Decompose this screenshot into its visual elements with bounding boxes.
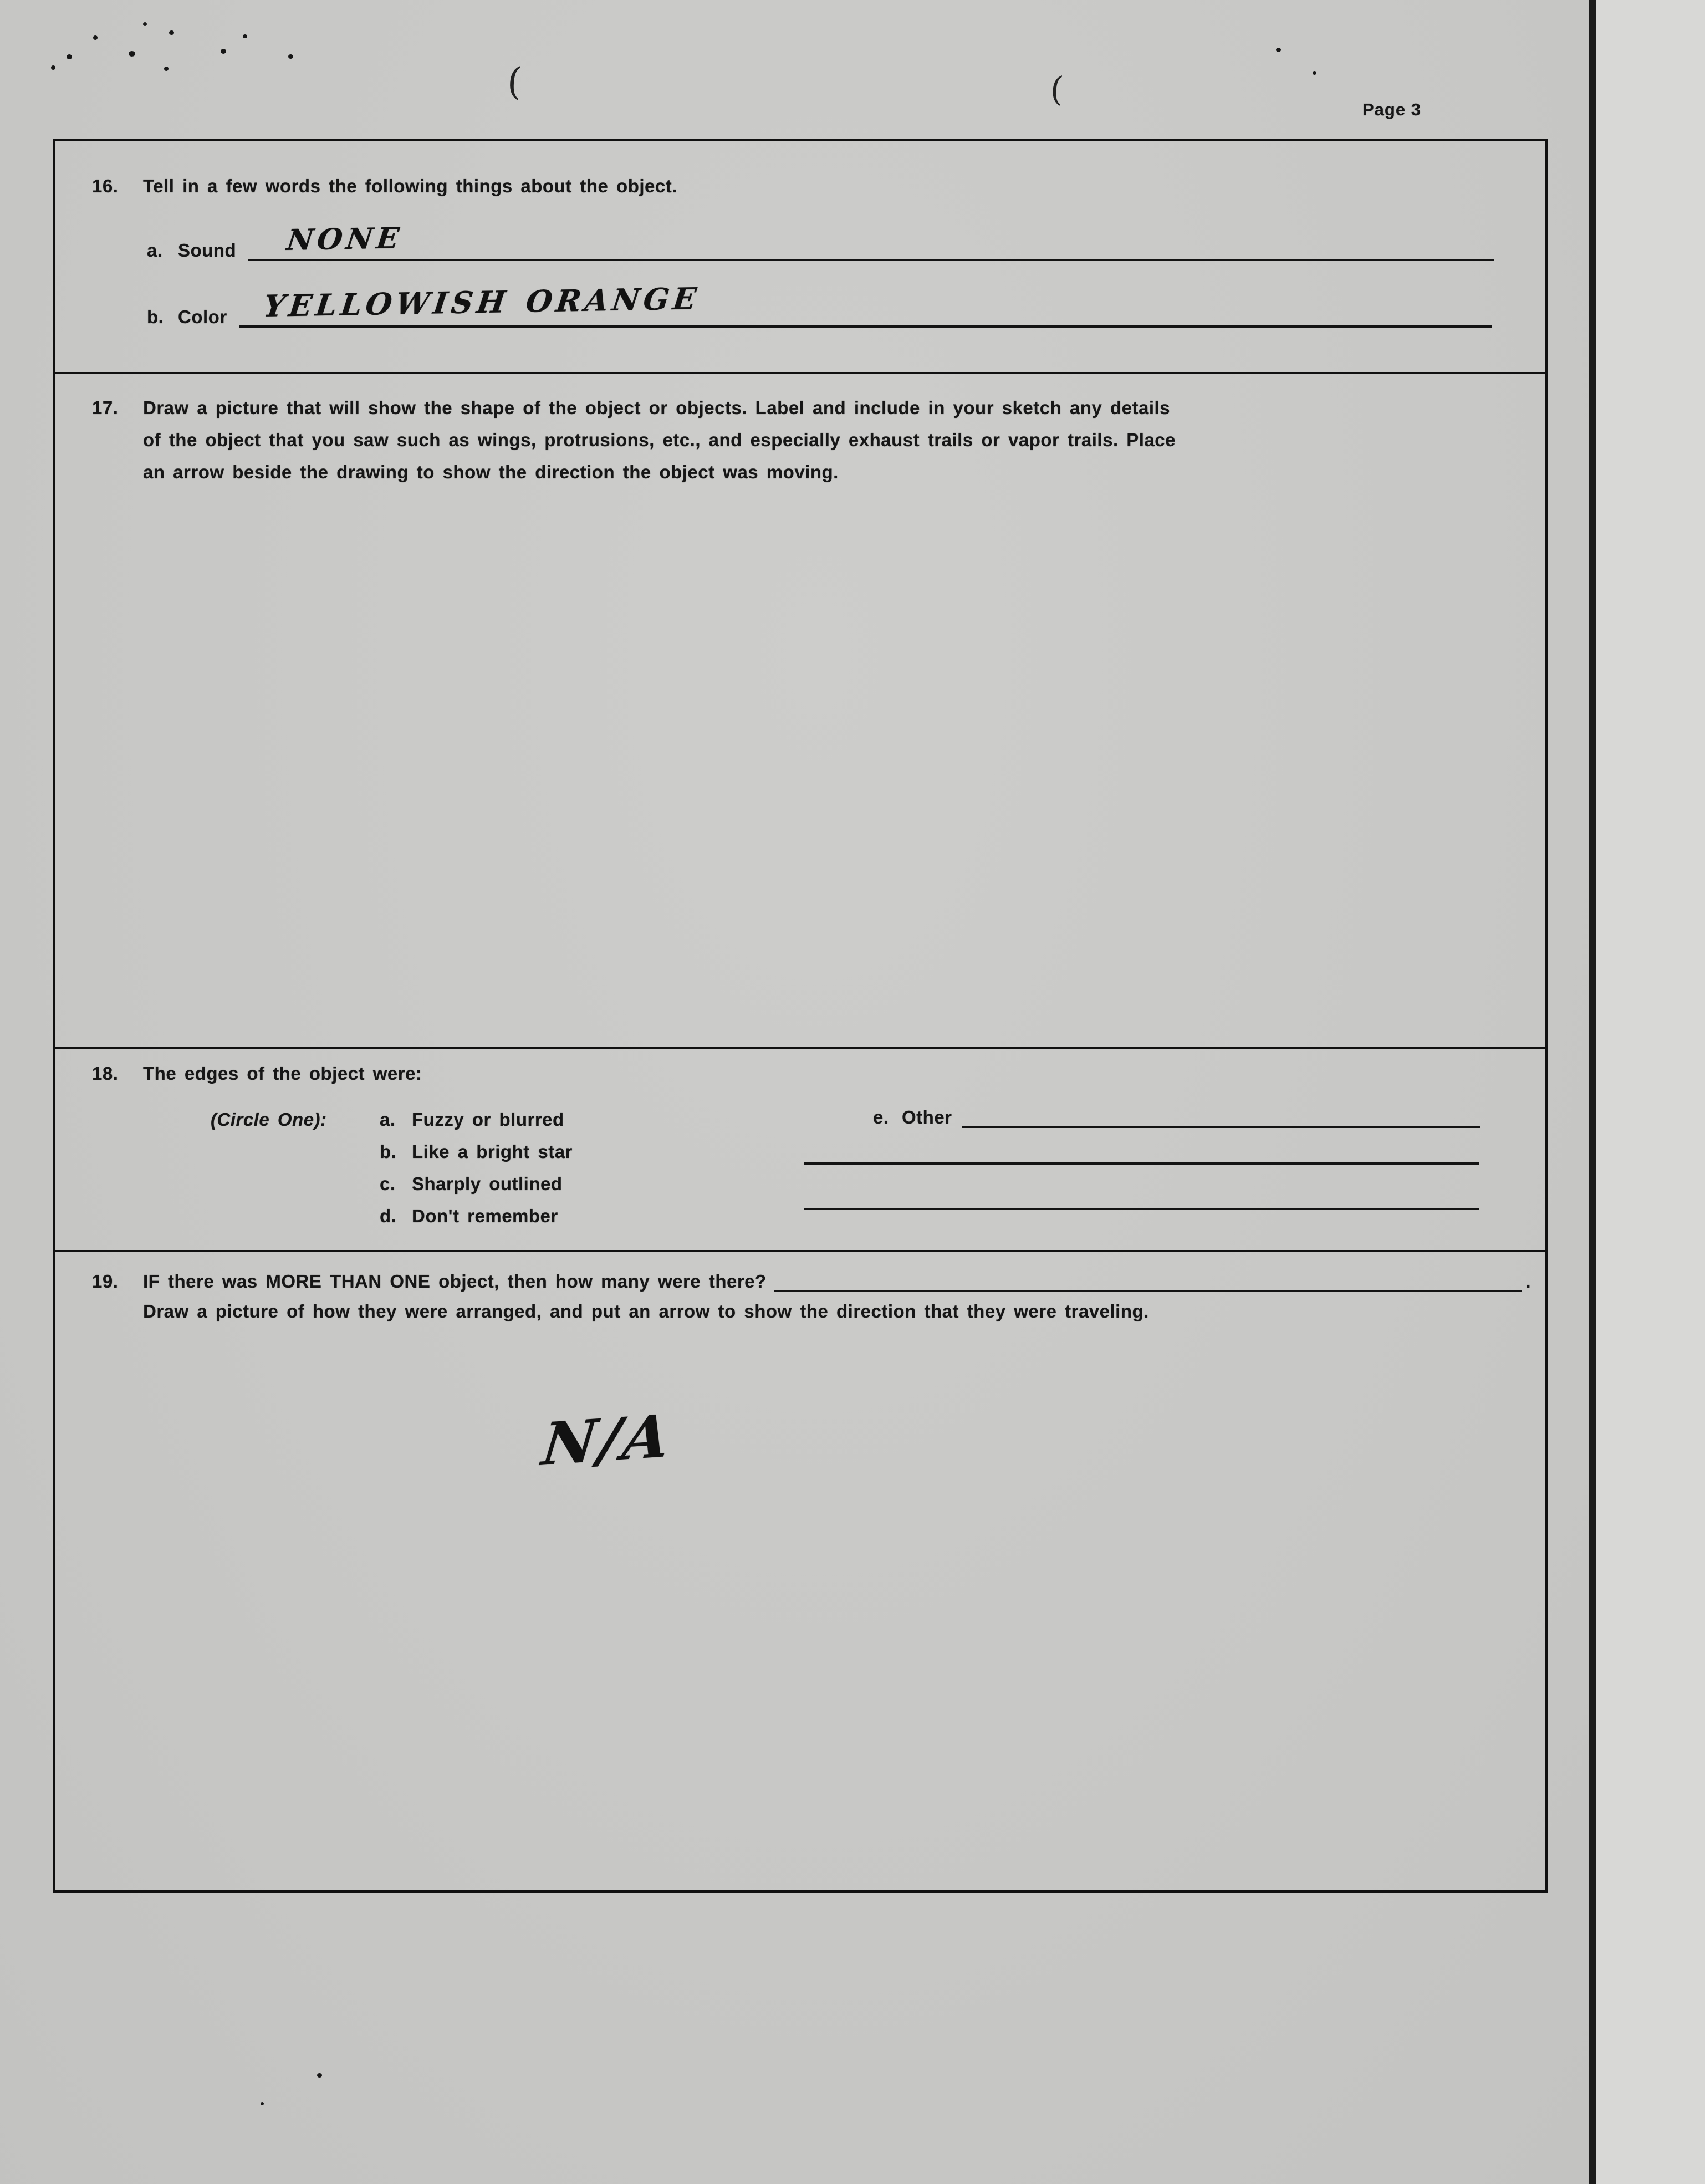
scan-speck [1276, 48, 1281, 52]
scan-speck [317, 2073, 322, 2078]
scan-speck [164, 67, 169, 71]
circle-one-label: (Circle One): [211, 1109, 327, 1130]
pen-mark-right: ( [1049, 69, 1065, 109]
scan-speck [288, 54, 293, 59]
scan-speck [93, 35, 98, 40]
q18-other-blank-line-2 [804, 1162, 1479, 1165]
q18-option-d-letter: d. [380, 1206, 397, 1226]
q18-option-a [380, 1104, 573, 1136]
q18-other-blank-line-3 [804, 1208, 1479, 1210]
section-divider [55, 1250, 1545, 1252]
q19-count-answer-line [774, 1268, 1523, 1292]
q19-prompt-line2: Draw a picture of how they were arranged, and put an arrow to show the direction that they were traveling. [143, 1301, 1149, 1321]
scan-speck [143, 22, 147, 26]
q18-option-a-letter: a. [380, 1109, 396, 1130]
q16-prompt-row [92, 176, 1529, 197]
scan-speck [261, 2102, 264, 2105]
scan-speck [51, 65, 55, 70]
scan-speck [129, 51, 135, 57]
q18-other-letter: e. [873, 1107, 889, 1127]
q16-color-answer-line [239, 280, 1492, 328]
q16-field-sound [147, 221, 1494, 261]
handwritten-sound-answer: NONE [285, 221, 405, 257]
q18-other-label: Other [902, 1107, 952, 1127]
section-divider [55, 372, 1545, 374]
q18-prompt: The edges of the object were: [143, 1063, 422, 1084]
q17-drawing-area [61, 496, 1535, 1039]
q18-option-d [380, 1200, 573, 1232]
q18-option-b-letter: b. [380, 1141, 397, 1162]
q18-options [380, 1104, 573, 1232]
section-divider [55, 1047, 1545, 1049]
q16-color-label: Color [178, 307, 227, 327]
scan-speck [1313, 71, 1316, 75]
q17-prompt-line1: Draw a picture that will show the shape of the object or objects. Label and include in your sketch any details [143, 397, 1171, 418]
q18-option-b [380, 1136, 573, 1168]
scan-speck [169, 30, 174, 35]
q19-trailing-period: . [1525, 1271, 1531, 1292]
q18-number: 18. [92, 1063, 119, 1084]
q18-option-b-label: Like a bright star [412, 1141, 573, 1162]
q18-other-answer-line [962, 1104, 1480, 1128]
q18-option-a-label: Fuzzy or blurred [412, 1109, 564, 1130]
scan-speck [221, 49, 226, 54]
page-edge-strip [1596, 0, 1705, 2184]
q16-color-letter: b. [147, 307, 164, 327]
q16-sound-answer-line [248, 221, 1494, 261]
form-box [53, 139, 1548, 1893]
scan-speck [243, 34, 247, 38]
q19-number: 19. [92, 1271, 119, 1292]
q17-prompt-block [92, 392, 1562, 488]
q18-prompt-row [92, 1063, 1473, 1084]
q19-prompt-line1: IF there was MORE THAN ONE object, then how many were there? [143, 1271, 767, 1292]
q16-number: 16. [92, 176, 119, 196]
q16-sound-letter: a. [147, 240, 163, 261]
q19-prompt-row [92, 1268, 1531, 1292]
q16-field-color [147, 280, 1492, 328]
q18-option-c-letter: c. [380, 1173, 396, 1194]
q18-option-c-label: Sharply outlined [412, 1173, 563, 1194]
handwritten-na-answer: N/A [539, 1401, 675, 1479]
pen-mark-left: ( [506, 59, 524, 104]
q17-prompt-line3: an arrow beside the drawing to show the direction the object was moving. [143, 462, 839, 482]
q18-option-d-label: Don't remember [412, 1206, 558, 1226]
page-number: Page 3 [1362, 100, 1421, 119]
q18-option-c-circled [380, 1168, 573, 1200]
q17-prompt-line2: of the object that you saw such as wings, protrusions, etc., and especially exhaust trails or vapor trails. Place [143, 430, 1176, 450]
q17-number: 17. [92, 397, 119, 418]
q16-sound-label: Sound [178, 240, 237, 261]
scan-speck [67, 54, 72, 59]
q16-prompt: Tell in a few words the following things about the object. [143, 176, 677, 196]
handwritten-color-answer: YELLOWISH ORANGE [261, 280, 702, 324]
page-edge-line [1589, 0, 1596, 2184]
q18-option-other [873, 1104, 1480, 1128]
